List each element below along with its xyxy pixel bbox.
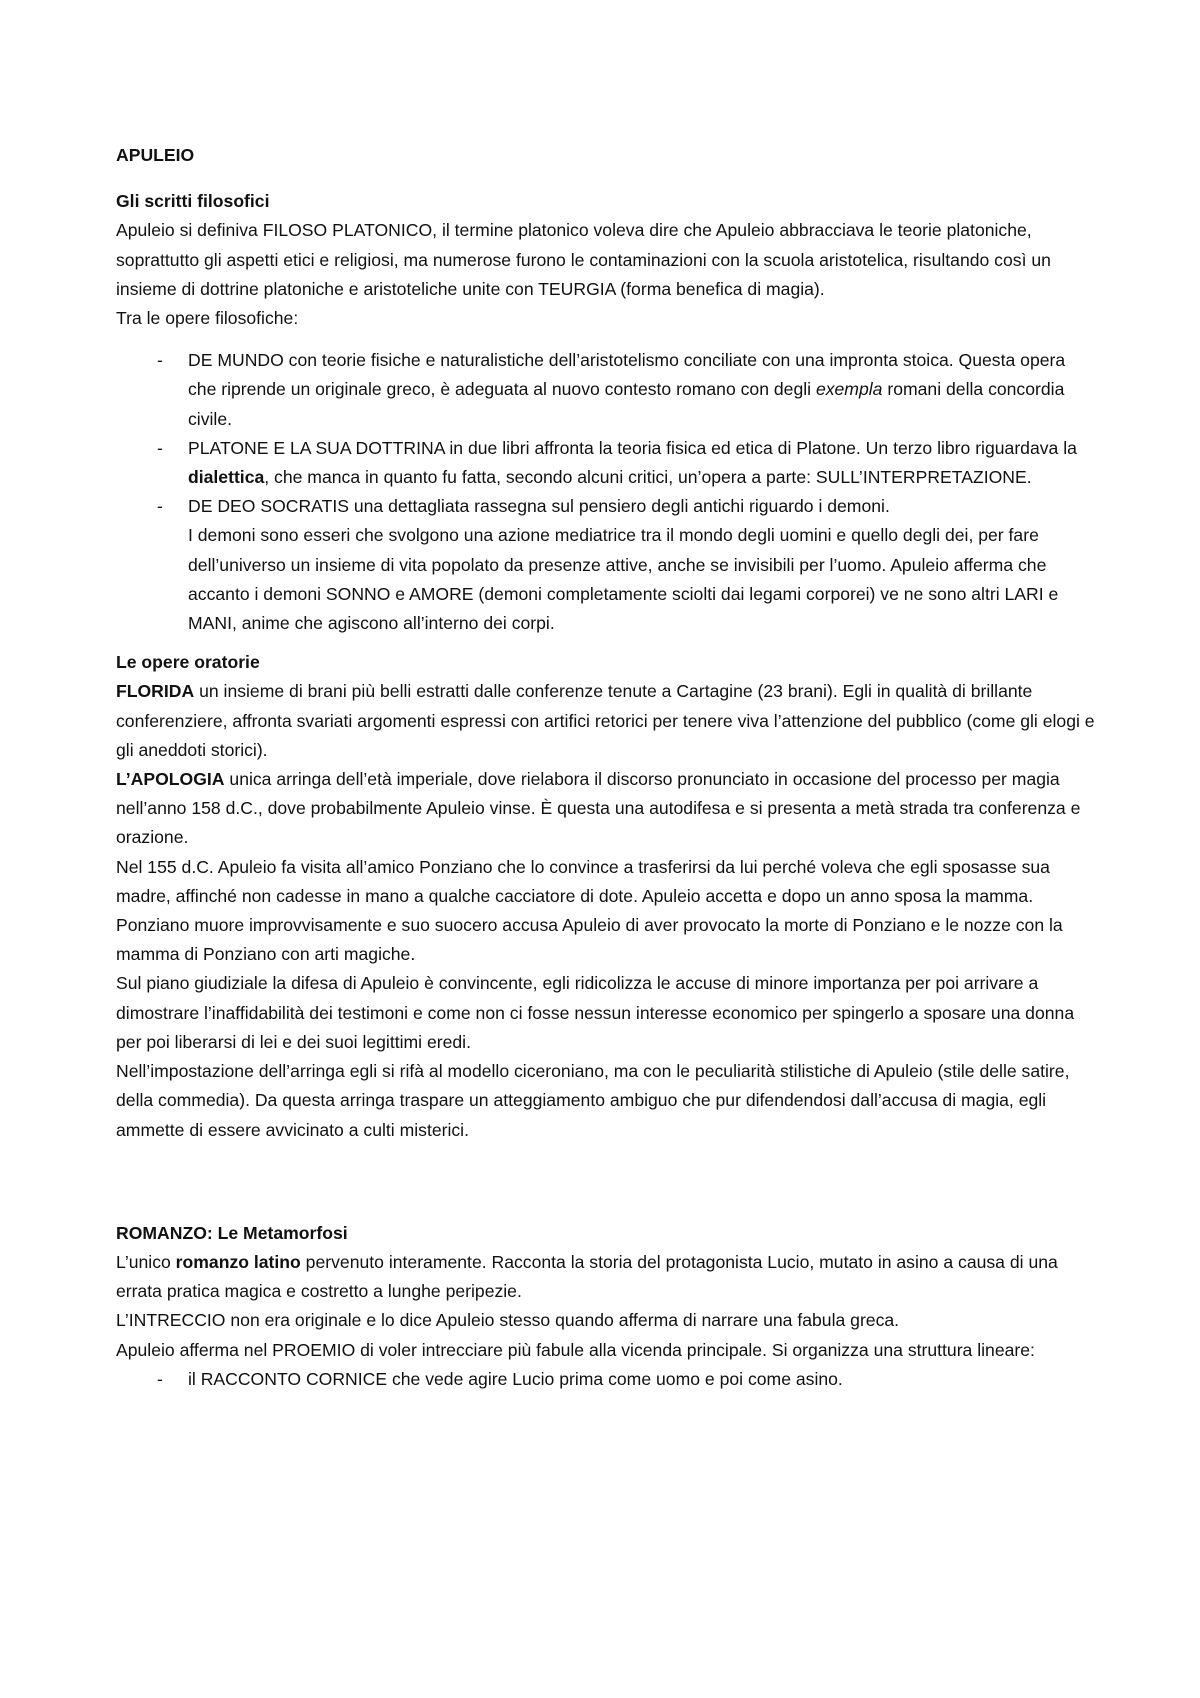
- paragraph: [116, 765, 1096, 853]
- section-heading-opere-oratorie: Le opere oratorie: [116, 652, 260, 673]
- list-item: [116, 434, 1096, 492]
- section-heading-scritti-filosofici: Gli scritti filosofici: [116, 191, 270, 212]
- list-item: [116, 346, 1096, 434]
- paragraph: Nell’impostazione dell’arringa egli si rifà al modello ciceroniano, ma con le peculiarità stilistiche di Apuleio (stile delle satire, della commedia). Da questa arringa traspare un atteggiamento ambiguo che pur difendendosi dall’accusa di magia, egli ammette di essere avvicinato a culti misterici.: [116, 1061, 1070, 1140]
- paragraph: [116, 1248, 1096, 1306]
- list-item-text: il RACCONTO CORNICE che vede agire Lucio prima come uomo e poi come asino.: [188, 1368, 843, 1389]
- list-item-text: DE MUNDO con teorie fisiche e naturalistiche dell’aristotelismo conciliate con una impronta stoica. Questa opera che riprende un originale greco, è adeguata al nuovo contesto romano con degli: [188, 350, 1066, 400]
- bold-term: L’APOLOGIA: [116, 769, 225, 790]
- dash-bullet: -: [157, 1368, 163, 1389]
- paragraph: Tra le opere filosofiche:: [116, 308, 299, 329]
- document-title: APULEIO: [116, 145, 195, 165]
- list-item-text: I demoni sono esseri che svolgono una azione mediatrice tra il mondo degli uomini e quello degli dei, per fare dell’universo un insieme di vita popolato da presenze attive, anche se invisibili per l’uomo. Apuleio afferma che accanto i demoni SONNO e AMORE (demoni completamente sciolti dai legami corporei) ve ne sono altri LARI e MANI, anime che agiscono all’interno dei corpi.: [188, 525, 1059, 634]
- list-item-text: PLATONE E LA SUA DOTTRINA in due libri affronta la teoria fisica ed etica di Platone. Un terzo libro riguardava la: [188, 437, 1077, 458]
- italic-term: exempla: [815, 379, 883, 400]
- list-item: [116, 492, 1096, 638]
- bold-term: romanzo latino: [175, 1251, 301, 1272]
- paragraph-text: unica arringa dell’età imperiale, dove rielabora il discorso pronunciato in occasione del processo per magia nell’anno 158 d.C., dove probabilmente Apuleio vinse. È questa una autodifesa e si presenta a metà strada tra conferenza e orazione.: [116, 769, 1081, 848]
- list-item: [116, 1365, 1096, 1394]
- dash-bullet: -: [157, 496, 163, 517]
- bold-term: dialettica: [188, 467, 265, 488]
- list-item-text: romani della concordia civile.: [188, 379, 1065, 429]
- paragraph: Apuleio afferma nel PROEMIO di voler intrecciare più fabule alla vicenda principale. Si organizza una struttura lineare:: [116, 1339, 1035, 1360]
- document-body: [116, 141, 1096, 1394]
- list-item-text: DE DEO SOCRATIS una dettagliata rassegna sul pensiero degli antichi riguardo i demoni.: [188, 496, 890, 517]
- paragraph: [116, 677, 1096, 765]
- bullet-list: [116, 346, 1096, 638]
- dash-bullet: -: [157, 437, 163, 458]
- paragraph: Sul piano giudiziale la difesa di Apuleio è convincente, egli ridicolizza le accuse di minore importanza per poi arrivare a dimostrare l’inaffidabilità dei testimoni e come non ci fosse nessun interesse economico per spingerlo a sposare una donna per poi liberarsi di lei e dei suoi legittimi eredi.: [116, 973, 1075, 1052]
- paragraph-text: L’unico: [116, 1251, 176, 1272]
- bold-term: FLORIDA: [116, 681, 195, 702]
- bullet-list: [116, 1365, 1096, 1394]
- section-heading-romanzo: ROMANZO: Le Metamorfosi: [116, 1222, 348, 1243]
- paragraph: Apuleio si definiva FILOSO PLATONICO, il termine platonico voleva dire che Apuleio abbracciava le teorie platoniche, soprattutto gli aspetti etici e religiosi, ma numerose furono le contaminazioni con la scuola aristotelica, risultando così un insieme di dottrine platoniche e aristoteliche unite con TEURGIA (forma benefica di magia).: [116, 220, 1051, 299]
- paragraph-text: un insieme di brani più belli estratti dalle conferenze tenute a Cartagine (23 brani). Egli in qualità di brillante conferenziere, affronta svariati argomenti espressi con artifici retorici per tenere viva l’attenzione del pubblico (come gli elogi e gli aneddoti storici).: [116, 681, 1095, 760]
- list-item-text: , che manca in quanto fu fatta, secondo alcuni critici, un’opera a parte: SULL’INTERPRETAZIONE.: [264, 467, 1032, 488]
- paragraph-text: pervenuto interamente. Racconta la storia del protagonista Lucio, mutato in asino a causa di una errata pratica magica e costretto a lunghe peripezie.: [116, 1251, 1058, 1302]
- paragraph: Nel 155 d.C. Apuleio fa visita all’amico Ponziano che lo convince a trasferirsi da lui perché voleva che egli sposasse sua madre, affinché non cadesse in mano a qualche cacciatore di dote. Apuleio accetta e dopo un anno sposa la mamma. Ponziano muore improvvisamente e suo suocero accusa Apuleio di aver provocato la morte di Ponziano e le nozze con la mamma di Ponziano con arti magiche.: [116, 856, 1063, 965]
- paragraph: L’INTRECCIO non era originale e lo dice Apuleio stesso quando afferma di narrare una fabula greca.: [116, 1310, 900, 1331]
- dash-bullet: -: [157, 350, 163, 371]
